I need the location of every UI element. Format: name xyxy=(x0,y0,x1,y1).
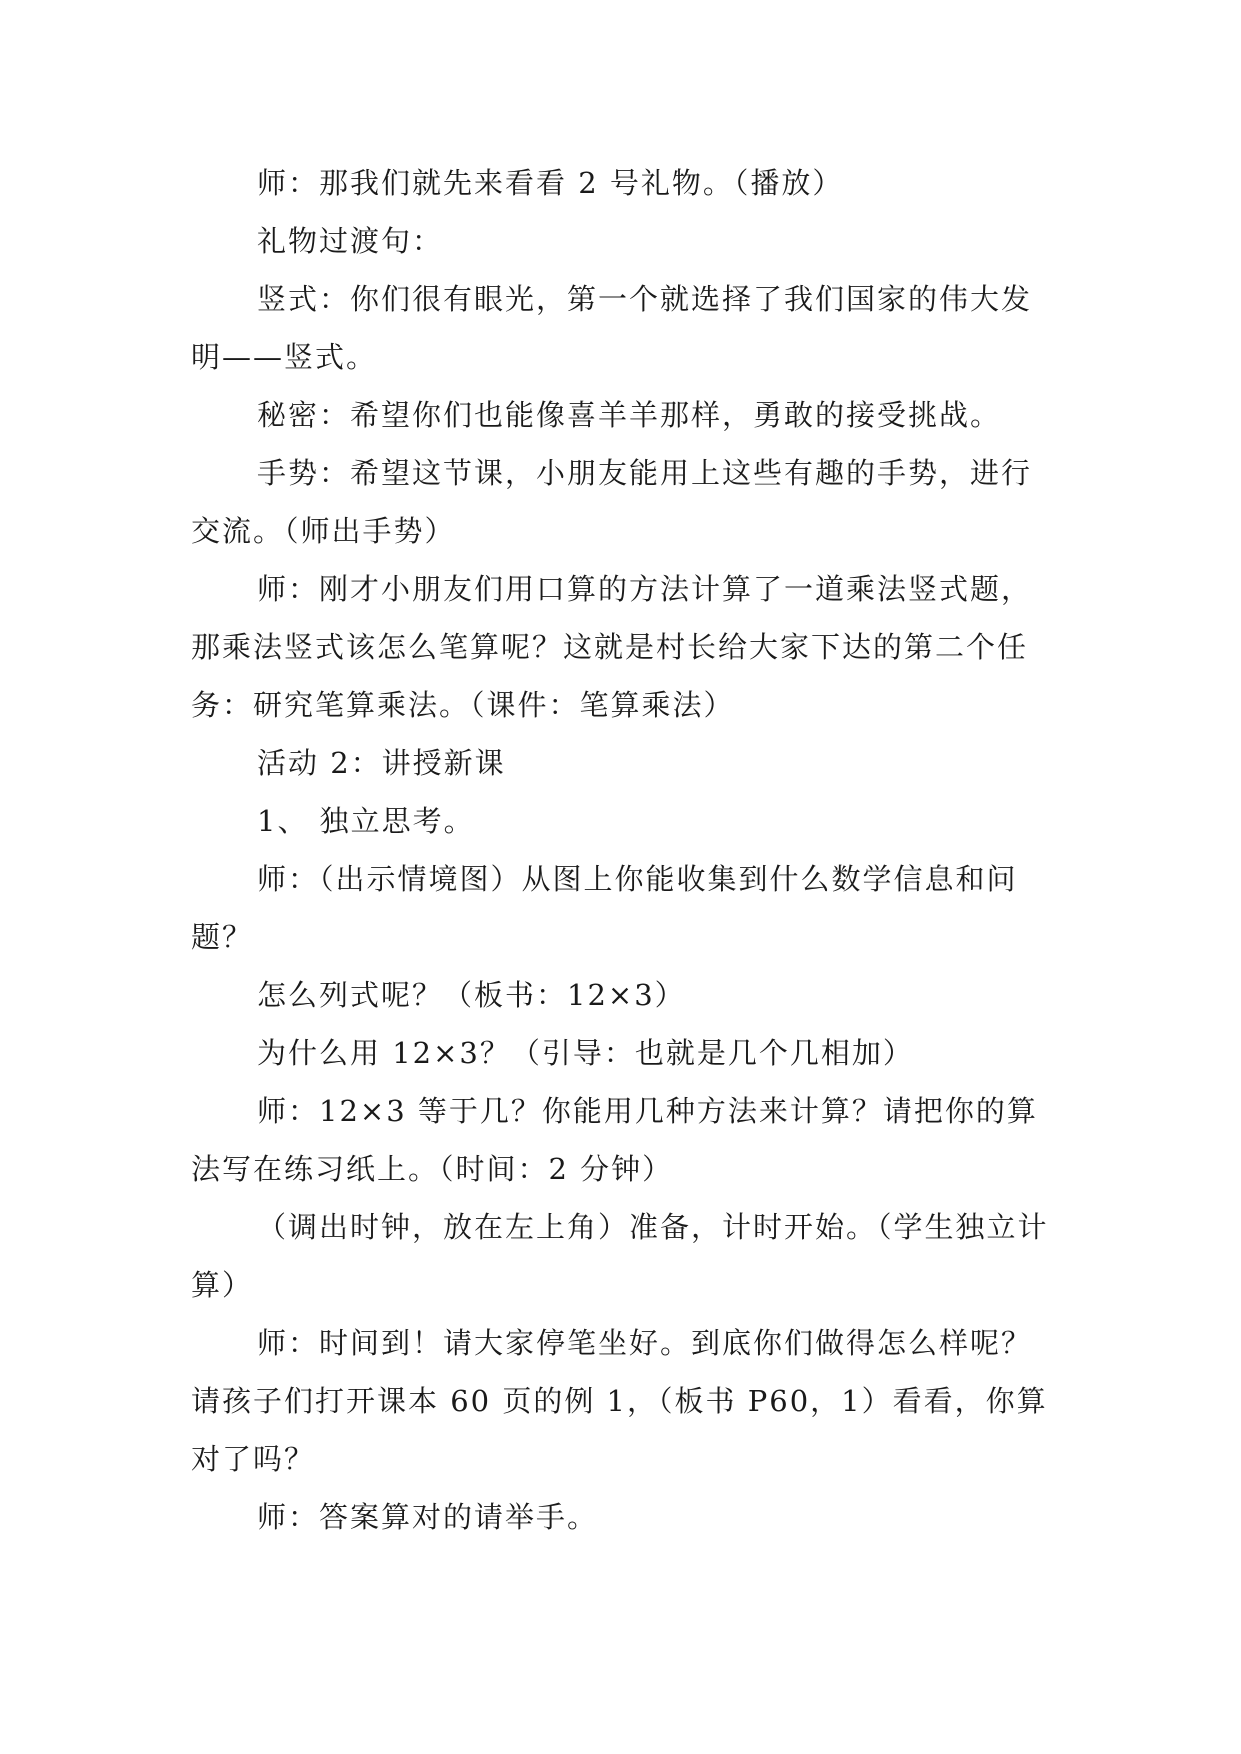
paragraph: 怎么列式呢？（板书：12×3） xyxy=(257,978,686,1012)
paragraph: 师：那我们就先来看看 2 号礼物。（播放） xyxy=(257,166,844,200)
paragraph: 为什么用 12×3？（引导：也就是几个几相加） xyxy=(257,1036,914,1070)
paragraph: 1、 独立思考。 xyxy=(257,804,475,838)
paragraph: 师：（出示情境图）从图上你能收集到什么数学信息和问题？ xyxy=(191,862,1018,954)
document-body xyxy=(191,154,1051,1546)
paragraph: （调出时钟，放在左上角）准备，计时开始。（学生独立计算） xyxy=(191,1210,1049,1302)
paragraph: 礼物过渡句： xyxy=(257,224,444,258)
paragraph: 手势：希望这节课，小朋友能用上这些有趣的手势，进行交流。（师出手势） xyxy=(191,456,1033,548)
paragraph: 师：刚才小朋友们用口算的方法计算了一道乘法竖式题，那乘法竖式该怎么笔算呢？这就是村长给大家下达的第二个任务：研究笔算乘法。（课件：笔算乘法） xyxy=(191,572,1033,722)
paragraph: 师：答案算对的请举手。 xyxy=(257,1500,599,1534)
paragraph: 竖式：你们很有眼光，第一个就选择了我们国家的伟大发明——竖式。 xyxy=(191,282,1033,374)
paragraph: 秘密：希望你们也能像喜羊羊那样，勇敢的接受挑战。 xyxy=(257,398,1002,432)
paragraph: 活动 2：讲授新课 xyxy=(257,746,506,780)
paragraph: 师：12×3 等于几？你能用几种方法来计算？请把你的算法写在练习纸上。（时间：2 分钟） xyxy=(191,1094,1038,1186)
paragraph: 师：时间到！请大家停笔坐好。到底你们做得怎么样呢？请孩子们打开课本 60 页的例 1，（板书 P60，1）看看，你算对了吗？ xyxy=(191,1326,1048,1476)
